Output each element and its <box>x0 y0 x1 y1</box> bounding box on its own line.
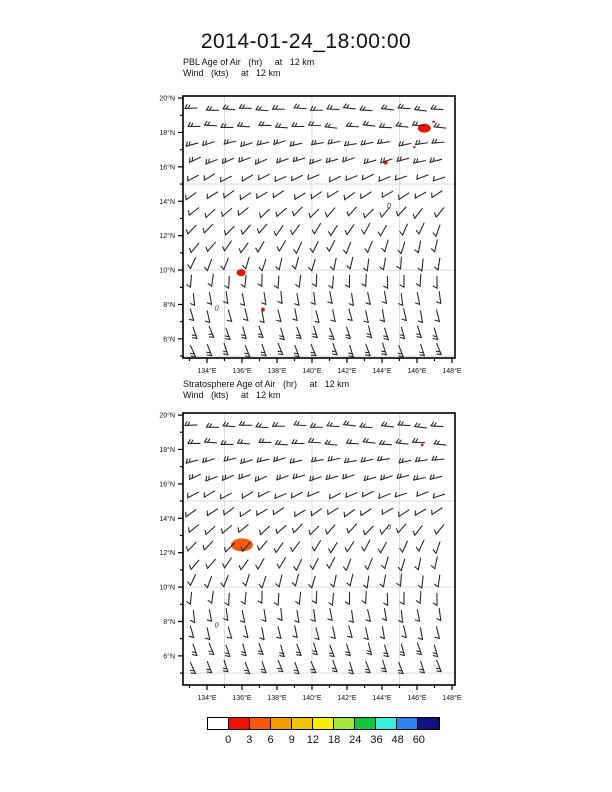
svg-text:0: 0 <box>214 620 219 630</box>
age-of-air-shaded-regions <box>237 121 435 312</box>
panel-stratosphere-map <box>159 412 462 702</box>
svg-text:136°E: 136°E <box>232 368 252 375</box>
svg-text:18°N: 18°N <box>159 129 175 137</box>
panel-subtitle-line: PBL Age of Air (hr) at 12 km <box>183 57 315 67</box>
svg-text:142°E: 142°E <box>337 695 357 702</box>
svg-text:134°E: 134°E <box>197 695 217 702</box>
colorbar-cell <box>250 718 271 729</box>
panel-subtitle-line: Wind (kts) at 12 km <box>183 68 281 78</box>
svg-text:146°E: 146°E <box>407 368 427 375</box>
colorbar-tick-label: 36 <box>370 734 383 746</box>
svg-text:144°E: 144°E <box>372 368 392 375</box>
svg-text:148°E: 148°E <box>442 695 462 702</box>
panel-pbl-map <box>159 95 462 375</box>
svg-text:12°N: 12°N <box>159 550 175 558</box>
colorbar-tick-label: 9 <box>288 734 295 746</box>
colorbar-cells <box>207 717 440 730</box>
colorbar-cell <box>229 718 250 729</box>
svg-text:0: 0 <box>386 522 392 532</box>
svg-text:10°N: 10°N <box>159 584 175 592</box>
svg-text:18°N: 18°N <box>159 446 175 454</box>
svg-text:138°E: 138°E <box>267 368 287 375</box>
svg-text:16°N: 16°N <box>159 481 175 489</box>
svg-text:0: 0 <box>214 303 219 313</box>
colorbar-cell <box>376 718 397 729</box>
colorbar-cell <box>271 718 292 729</box>
colorbar <box>207 717 440 752</box>
colorbar-cell <box>313 718 334 729</box>
colorbar-cell <box>397 718 418 729</box>
svg-text:14°N: 14°N <box>159 198 175 206</box>
axis-ticks-labels <box>159 95 462 375</box>
colorbar-tick-label: 12 <box>306 734 320 746</box>
colorbar-cell <box>208 718 229 729</box>
svg-text:148°E: 148°E <box>442 368 462 375</box>
svg-text:140°E: 140°E <box>302 695 322 702</box>
panel-subtitle-line: Stratosphere Age of Air (hr) at 12 km <box>183 379 350 389</box>
plot-frame <box>183 413 455 685</box>
colorbar-tick-label: 6 <box>267 734 274 746</box>
svg-text:144°E: 144°E <box>372 695 392 702</box>
svg-text:138°E: 138°E <box>267 695 287 702</box>
panel-subtitle-line: Wind (kts) at 12 km <box>183 390 281 400</box>
svg-text:142°E: 142°E <box>337 368 357 375</box>
axis-ticks-labels <box>159 412 462 702</box>
colorbar-tick-label: 3 <box>246 734 253 746</box>
svg-text:136°E: 136°E <box>232 695 252 702</box>
svg-text:134°E: 134°E <box>197 368 217 375</box>
svg-text:12°N: 12°N <box>159 233 175 241</box>
svg-text:14°N: 14°N <box>159 515 175 523</box>
colorbar-cell <box>334 718 355 729</box>
svg-text:16°N: 16°N <box>159 164 175 172</box>
colorbar-cell <box>355 718 376 729</box>
colorbar-tick-label: 60 <box>412 734 425 746</box>
panel-pbl-subtitle <box>183 57 314 79</box>
svg-text:8°N: 8°N <box>163 301 175 309</box>
svg-text:20°N: 20°N <box>159 412 175 420</box>
svg-text:6°N: 6°N <box>163 653 175 661</box>
colorbar-tick-label: 24 <box>349 734 362 746</box>
colorbar-cell <box>418 718 439 729</box>
age-of-air-shaded-regions <box>231 444 424 552</box>
svg-text:140°E: 140°E <box>302 368 322 375</box>
svg-text:10°N: 10°N <box>159 267 175 275</box>
svg-text:20°N: 20°N <box>159 95 175 103</box>
svg-text:8°N: 8°N <box>163 618 175 626</box>
figure-title: 2014-01-24_18:00:00 <box>200 30 412 53</box>
gridlines <box>183 413 455 685</box>
colorbar-tick-label: 0 <box>225 734 232 746</box>
colorbar-tick-label: 18 <box>327 734 341 746</box>
svg-text:146°E: 146°E <box>407 695 427 702</box>
colorbar-cell <box>292 718 313 729</box>
panel-stratosphere-subtitle <box>183 379 349 401</box>
svg-text:6°N: 6°N <box>163 336 175 344</box>
svg-text:0: 0 <box>386 201 392 211</box>
colorbar-tick-label: 48 <box>391 734 404 746</box>
